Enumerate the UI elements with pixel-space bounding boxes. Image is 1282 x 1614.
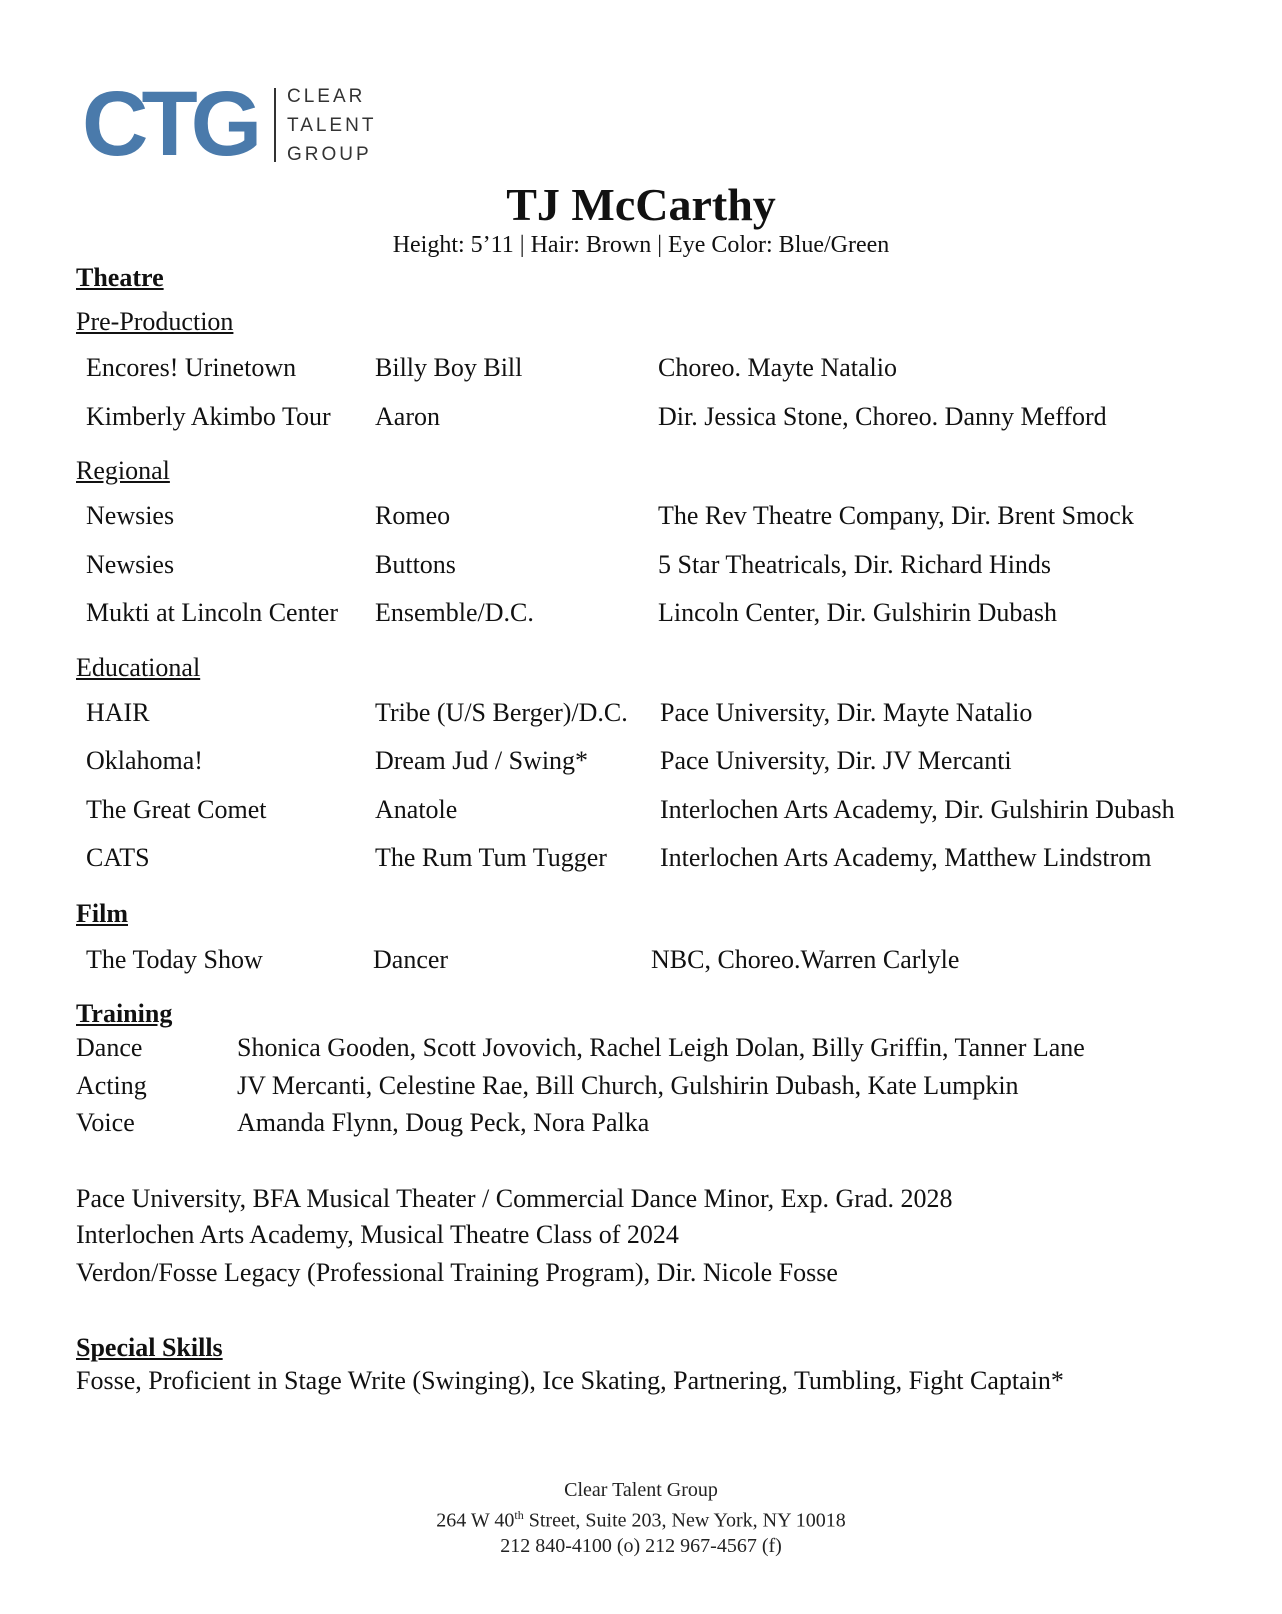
training-category: Acting <box>76 1071 147 1100</box>
education-line: Pace University, BFA Musical Theater / Commercial Dance Minor, Exp. Grad. 2028 <box>76 1184 953 1213</box>
footer-phone: 212 840-4100 (o) 212 967-4567 (f) <box>500 1534 782 1557</box>
subheading-pre-production: Pre-Production <box>76 307 234 336</box>
subheading-regional: Regional <box>76 456 170 485</box>
credit-show: HAIR <box>86 698 150 727</box>
credit-show: Oklahoma! <box>86 746 203 775</box>
footer-company: Clear Talent Group <box>564 1479 718 1501</box>
training-category: Dance <box>76 1033 143 1062</box>
credit-role: Tribe (U/S Berger)/D.C. <box>375 698 628 727</box>
special-skills-text: Fosse, Proficient in Stage Write (Swinging), Ice Skating, Partnering, Tumbling, Fight Captain* <box>76 1366 1064 1395</box>
credit-role: Romeo <box>375 501 451 530</box>
credit-show: CATS <box>86 843 150 872</box>
subheading-educational: Educational <box>76 653 201 682</box>
credit-role: Billy Boy Bill <box>375 353 523 382</box>
section-heading-theatre: Theatre <box>76 263 164 292</box>
education-line: Interlochen Arts Academy, Musical Theatre Class of 2024 <box>76 1220 679 1249</box>
credit-company: The Rev Theatre Company, Dir. Brent Smock <box>658 501 1134 530</box>
credit-role: Dream Jud / Swing* <box>375 746 589 775</box>
training-category: Voice <box>76 1108 135 1137</box>
credit-show: Newsies <box>86 550 175 579</box>
credit-show: The Great Comet <box>86 795 267 824</box>
performer-name: TJ McCarthy <box>506 179 776 230</box>
section-heading-special-skills: Special Skills <box>76 1333 223 1362</box>
logo-word-clear: CLEAR <box>287 86 366 107</box>
credit-company: Pace University, Dir. Mayte Natalio <box>660 698 1033 727</box>
credit-role: Buttons <box>375 550 456 579</box>
credit-show: Encores! Urinetown <box>86 353 297 382</box>
credit-role: Ensemble/D.C. <box>375 598 534 627</box>
section-heading-film: Film <box>76 899 128 928</box>
logo-mark: CTG <box>82 73 256 175</box>
credit-role: The Rum Tum Tugger <box>375 843 607 872</box>
credit-role: Aaron <box>375 402 440 431</box>
credit-show: Mukti at Lincoln Center <box>86 598 339 627</box>
footer-address-ordinal: th <box>514 1508 524 1522</box>
training-teachers: Shonica Gooden, Scott Jovovich, Rachel Leigh Dolan, Billy Griffin, Tanner Lane <box>237 1033 1085 1062</box>
agency-footer <box>0 1478 1282 1559</box>
credit-show: The Today Show <box>86 945 263 974</box>
agency-logo <box>82 73 382 175</box>
credit-company: NBC, Choreo.Warren Carlyle <box>651 945 960 974</box>
credit-role: Dancer <box>373 945 449 974</box>
footer-address <box>0 1503 1282 1534</box>
performer-stats: Height: 5’11 | Hair: Brown | Eye Color: Blue/Green <box>392 232 890 258</box>
education-line: Verdon/Fosse Legacy (Professional Training Program), Dir. Nicole Fosse <box>76 1258 838 1287</box>
credit-show: Kimberly Akimbo Tour <box>86 402 331 431</box>
credit-company: Dir. Jessica Stone, Choreo. Danny Mefford <box>658 402 1107 431</box>
credit-role: Anatole <box>375 795 458 824</box>
footer-address-rest: Street, Suite 203, New York, NY 10018 <box>523 1509 846 1532</box>
credit-company: Lincoln Center, Dir. Gulshirin Dubash <box>658 598 1058 627</box>
section-heading-training: Training <box>76 999 173 1028</box>
credit-company: Choreo. Mayte Natalio <box>658 353 897 382</box>
logo-divider <box>274 88 276 162</box>
footer-address-street: 264 W 40 <box>436 1509 515 1532</box>
credit-company: Pace University, Dir. JV Mercanti <box>660 746 1012 775</box>
credit-company: Interlochen Arts Academy, Matthew Lindstrom <box>660 843 1152 872</box>
credit-company: 5 Star Theatricals, Dir. Richard Hinds <box>658 550 1052 579</box>
training-teachers: JV Mercanti, Celestine Rae, Bill Church, Gulshirin Dubash, Kate Lumpkin <box>237 1071 1019 1100</box>
credit-show: Newsies <box>86 501 175 530</box>
credit-company: Interlochen Arts Academy, Dir. Gulshirin Dubash <box>660 795 1175 824</box>
training-teachers: Amanda Flynn, Doug Peck, Nora Palka <box>237 1108 650 1137</box>
logo-word-talent: TALENT <box>287 115 377 136</box>
logo-word-group: GROUP <box>287 144 372 165</box>
